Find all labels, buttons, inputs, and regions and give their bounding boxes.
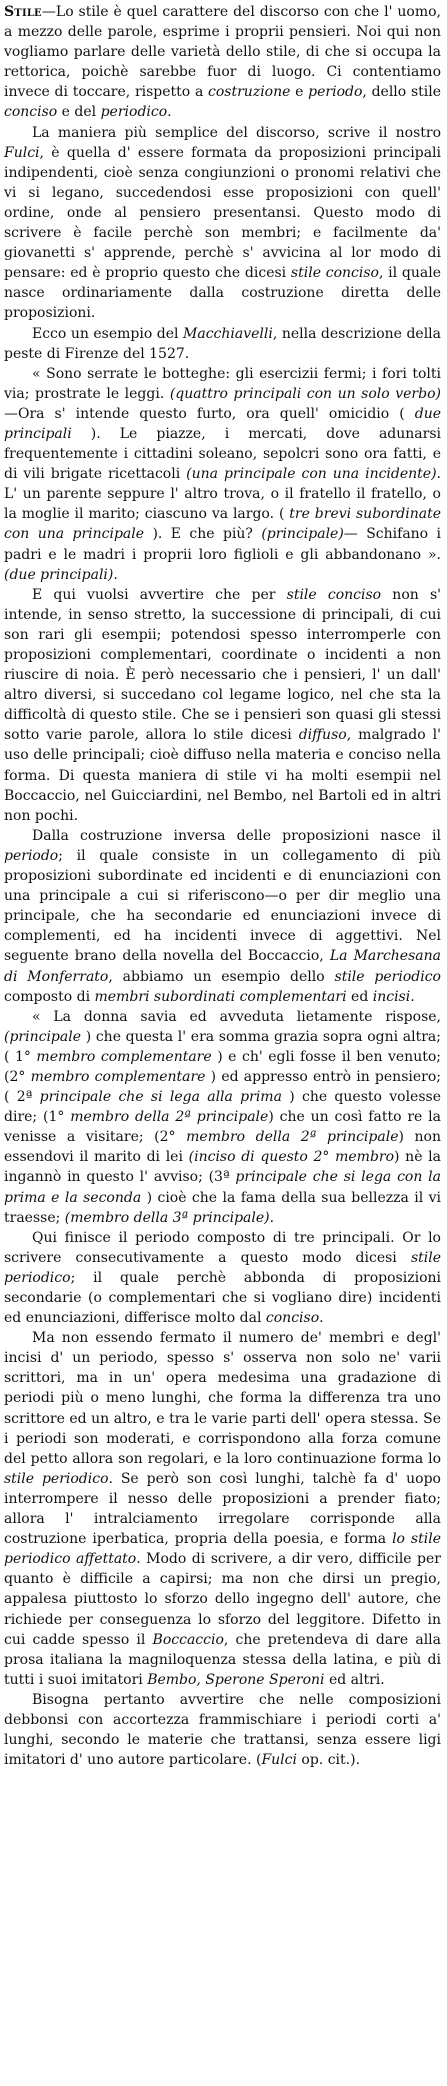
italic-term: stile periodico: [4, 1470, 109, 1487]
text-run: , il quale nasce ordinariamente dalla costruzione diretta delle proposizioni.: [4, 265, 441, 322]
body-paragraph: [4, 123, 441, 324]
italic-term: conciso: [4, 104, 58, 121]
text-run: non s' intende, in senso stretto, la successione di principali, di cui son rari gli esempii; potendosi spesso interromperle con proposizioni complementari, coordinate o incidenti a non riuscire di noia. È però necessario che i pensieri, l' un dall' altro diversi, si succedano col legame logico, nel che sta la difficoltà di questo stile. Che se i pensieri son quasi gli stessi sotto varie parole, allora lo stile dicesi: [4, 586, 441, 744]
body-paragraph: [4, 324, 441, 364]
text-run: .: [319, 1310, 324, 1327]
italic-term: membro complementare: [30, 1068, 206, 1085]
text-run: .: [269, 1209, 275, 1226]
italic-term: stile periodico: [334, 968, 441, 985]
text-run: Qui finisce il periodo composto di tre principali. Or lo scrivere consecutivamente a questo modo dicesi: [4, 1229, 441, 1266]
body-paragraph: [4, 1228, 441, 1328]
italic-term: Bembo, Sperone Speroni: [147, 1671, 325, 1688]
italic-term: (principale: [4, 1028, 81, 1045]
body-paragraph: [4, 1690, 441, 1770]
body-paragraph: [4, 364, 441, 585]
text-run: op. cit.).: [296, 1752, 361, 1769]
italic-term: lo stile periodico affettato: [4, 1531, 441, 1568]
text-run: ed: [346, 988, 373, 1005]
italic-term: (inciso di questo 2° membro: [188, 1149, 395, 1166]
text-run: ed altri.: [324, 1671, 385, 1688]
italic-term: Boccaccio: [152, 1631, 224, 1648]
italic-term: membro complementare: [36, 1048, 212, 1065]
italic-term: diffuso: [298, 727, 347, 744]
italic-term: periodo: [308, 84, 363, 101]
italic-term: (membro della 3ª principale): [64, 1209, 270, 1226]
text-run: , abbiamo un esempio dello: [108, 968, 335, 985]
text-run: , dello stile: [362, 84, 441, 101]
text-run: e del: [57, 104, 101, 121]
italic-term: (principale): [261, 526, 344, 543]
italic-term: principale che si lega con la prima e la seconda: [4, 1169, 441, 1206]
body-paragraph: [4, 826, 441, 1007]
italic-term: stile conciso: [290, 265, 379, 282]
italic-term: membri subordinati complementari: [94, 988, 347, 1005]
entry-headword: Stile: [4, 4, 42, 20]
text-run: ; il quale consiste in un collegamento di più proposizioni subordinate ed incidenti e di enunciazioni con una principale a cui si riferiscono—o per dir meglio una principale, che ha secondarie ed enunciazioni invece di complementi, ed ha incidenti invece di aggettivi. Nel seguente brano della novella del Boccaccio,: [4, 847, 441, 965]
italic-term: principale che si lega alla prima: [39, 1089, 282, 1106]
text-run: .: [167, 104, 172, 121]
italic-term: stile periodico: [4, 1249, 441, 1286]
italic-term: due principali: [4, 405, 441, 442]
italic-term: incisi: [372, 988, 411, 1005]
text-run: E qui vuolsi avvertire che per: [32, 586, 287, 603]
text-run: Dalla costruzione inversa delle proposizioni nasce il: [32, 827, 441, 844]
body-paragraph: [4, 1007, 441, 1228]
text-run: ) che questa l' era somma grazia sopra ogni altra; ( 1°: [4, 1028, 441, 1065]
text-run: —Ora s' intende questo furto, ora quell' omicidio (: [4, 405, 415, 422]
text-run: La maniera più semplice del discorso, scrive il nostro: [32, 124, 441, 141]
text-run: , nella descrizione della peste di Firenze del 1527.: [4, 325, 441, 362]
italic-term: (quattro principali con un solo verbo): [169, 385, 441, 402]
text-run: ) e ch' egli fosse il ben venuto; (2°: [4, 1048, 441, 1085]
text-run: , è quella d' essere formata da proposizioni principali indipendenti, cioè senza congiunzioni o pronomi relativi che vi si legano, succedendosi esse proposizioni con quell' ordine, onde al pensiero presentansi. Questo modo di scrivere è facile perchè son membri; e facilmente da' giovanetti s' apprende, perchè s' avvicina al lor modo di pensare: ed è proprio questo che dicesi: [4, 144, 441, 282]
text-run: . L' un parente seppure l' altro trova, o il fratello il fratello, o la moglie il marito; ciascuno va largo. (: [4, 466, 441, 523]
text-run: ). Le piazze, i mercati, dove adunarsi frequentemente i cittadini soleano, sepolcri sono ora fatti, e di vili brigate ricettacoli: [4, 425, 441, 483]
entry-paragraph-stile: [4, 2, 441, 123]
italic-term: tre brevi subordinate con una principale: [4, 506, 441, 543]
text-run: . Modo di scrivere, a dir vero, difficile per quanto è difficile a capirsi; ma non che dirsi un pregio, appalesa piuttosto lo sforzo dello ingegno dell' autore, che richiede per conseguenza lo sforzo del leggitore. Difetto in cui cadde spesso il: [4, 1551, 441, 1648]
italic-term: periodico: [100, 104, 168, 121]
text-run: .: [113, 566, 118, 583]
text-run: . Se però son così lunghi, talchè fa d' uopo interrompere il nesso delle proposizioni a prender fiato; allora l' intralciamento irregolare corrisponde alla costruzione iperbatica, propria della poesia, e forma: [4, 1470, 441, 1548]
text-run: ; il quale perchè abbonda di proposizioni secondarie (o complementari che si vogliano dire) incidenti ed enunciazioni, differisce molto dal: [4, 1269, 441, 1327]
italic-term: conciso: [265, 1310, 320, 1327]
text-run: Ma non essendo fermato il numero de' membri e degl' incisi d' un periodo, spesso s' osserva non solo ne' varii scrittori, ma in un' opera medesima una gradazione di periodi più o meno lunghi, che forma la differenza tra uno scrittore ed un altro, e tra le varie parti dell' opera stessa. Se i periodi son moderati, e corrispondono alla forza comune del petto allora son regolari, e la loro continuazione forma lo: [4, 1330, 441, 1467]
text-run: e: [290, 84, 309, 101]
text-run: ). E che più?: [144, 526, 262, 543]
italic-term: (due principali): [4, 566, 114, 583]
text-run: ) che un così fatto re la venisse a visitare; (2°: [4, 1109, 442, 1146]
text-run: « La donna savia ed avveduta lietamente rispose,: [32, 1008, 441, 1025]
italic-term: Macchiavelli: [183, 325, 273, 342]
body-paragraph: [4, 1328, 441, 1690]
body-paragraph: [4, 585, 441, 826]
italic-term: periodo: [4, 847, 59, 864]
italic-term: La Marchesana di Monferrato: [4, 948, 441, 985]
italic-term: membro della 2ª principale: [186, 1129, 399, 1146]
text-run: ) nè la ingannò in questo l' avviso; (3ª: [4, 1149, 441, 1186]
text-run: ) non essendovi il marito di lei: [4, 1129, 441, 1166]
text-run: — Schifano i padri e le madri i proprii loro figlioli e gli abbandonano ».: [4, 526, 441, 563]
italic-term: membro della 2ª principale: [70, 1109, 269, 1126]
text-run: « Sono serrate le botteghe: gli esercizii fermi; i fori tolti via; prostrate le leggi.: [4, 365, 441, 402]
text-run: , malgrado l' uso delle principali; cioè diffuso nella materia e conciso nella forma. Di questa maniera di stile vi ha molti esempii nel Boccaccio, nel Guicciardini, nel Bembo, nel Bartoli ed in altri non pochi.: [4, 727, 441, 824]
italic-term: stile conciso: [286, 586, 382, 603]
text-run: .: [410, 988, 415, 1005]
italic-term: (una principale con una incidente): [186, 466, 437, 483]
text-run: —Lo stile è quel carattere del discorso con che l' uomo, a mezzo delle parole, esprime i proprii pensieri. Noi qui non vogliamo parlare delle varietà dello stile, di che si occupa la rettorica, poichè sarebbe fuor di luogo. Ci contentiamo invece di toccare, rispetto a: [4, 4, 441, 101]
text-run: ) che questo volesse dire; (1°: [4, 1089, 441, 1126]
italic-term: Fulci: [4, 144, 40, 161]
italic-term: Fulci: [261, 1752, 297, 1769]
text-run: , che pretendeva di dare alla prosa italiana la magniloquenza stessa della latina, e più di tutti i suoi imitatori: [4, 1631, 442, 1688]
italic-term: costruzione: [208, 84, 291, 101]
text-run: ) cioè che la fama della sua bellezza il vi traesse;: [4, 1189, 442, 1226]
text-run: composto di: [4, 988, 95, 1005]
text-run: Ecco un esempio del: [32, 325, 184, 342]
text-run: Bisogna pertanto avvertire che nelle composizioni debbonsi con accortezza frammischiare i periodi corti a' lunghi, secondo le materie che trattansi, senza essere ligi imitatori d' uno autore particolare. (: [4, 1691, 441, 1769]
text-run: ) ed appresso entrò in pensiero; ( 2ª: [4, 1068, 441, 1106]
